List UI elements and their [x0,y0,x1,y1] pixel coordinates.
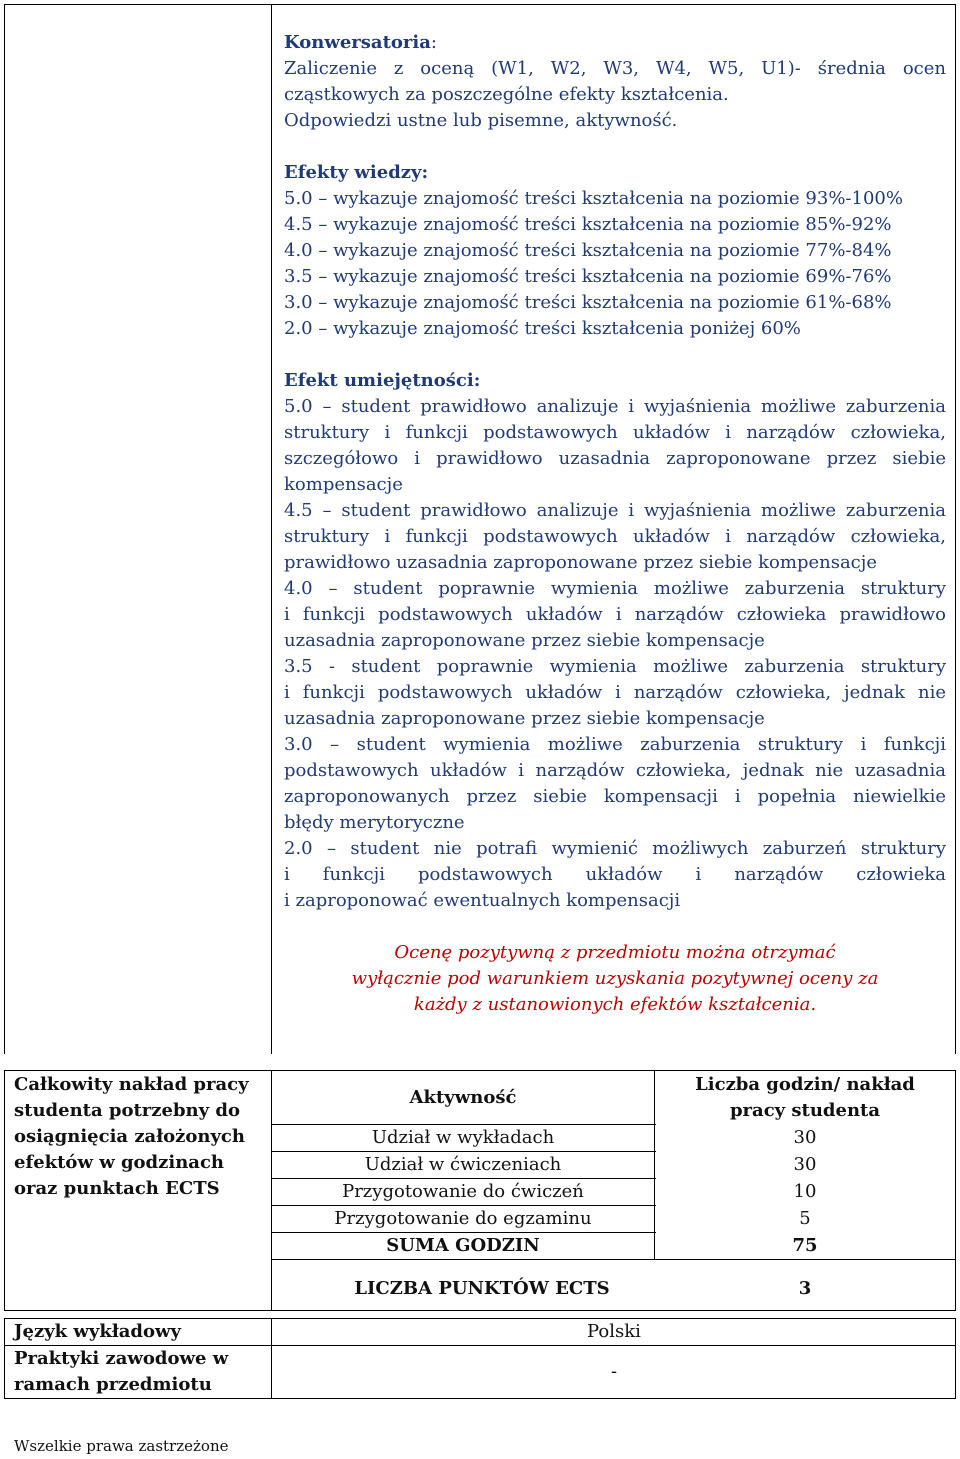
konwersatoria-line: Zaliczenie z oceną (W1, W2, W3, W4, W5, U1)- średnia ocen [284,58,946,79]
practice-value: - [610,1361,618,1382]
column-divider [271,4,272,1054]
activity-cell: Przygotowanie do egzaminu [334,1208,592,1229]
umiejetnosci-line: zaproponowanych przez siebie kompensacji i popełnia niewielkie [284,786,946,807]
column-header-hours: Liczba godzin/ nakład pracy studenta [695,1074,915,1121]
assessment-criteria-block: Konwersatoria: Zaliczenie z oceną (W1, W2, W3, W4, W5, U1)- średnia ocen cząstkowych za poszczególne efekty kształcenia. Odpowiedzi ustne lub pisemne, aktywność. Efekty wiedzy: 5.0 – wykazuje znajomość treści kształcenia na poziomie 93%-100% 4.5 – wykazuje znajomość treści kształcenia na poziomie 85%-92% 4.0 – wykazuje znajomość treści kształcenia na poziomie 77%-84% 3.5 – wykazuje znajomość treści kształcenia na poziomie 69%-76% 3.0 – wykazuje znajomość treści kształcenia na poziomie 61%-68% 2.0 – wykazuje znajomość treści kształcenia poniżej 60% Efekt umiejętności: 5.0 – student prawidłowo analizuje i wyjaśnienia możliwe zaburzenia struktury i funkcji podstawowych układów i narządów człowieka, szczegółowo i prawidłowo uzasadnia zaproponowane przez siebie kompensacje 4.5 – student prawidłowo analizuje i wyjaśnienia możliwe zaburzenia struktury i funkcji podstawowych układów i narządów człowieka, prawidłowo uzasadnia zaproponowane przez siebie kompensacje 4.0 – student poprawnie wymienia możliwe zaburzenia struktury i funkcji podstawowych układów i narządów człowieka prawidłowo uzasadnia zaproponowane przez siebie kompensacje 3.5 - student poprawnie wymienia możliwe zaburzenia struktury i funkcji podstawowych układów i narządów człowieka, jednak nie uzasadnia zaproponowane przez siebie kompensacje 3.0 – student wymienia możliwe zaburzenia struktury i funkcji podstawowych układów i narządów człowieka, jednak nie uzasadnia zaproponowanych przez siebie kompensacji i popełnia niewielkie błędy merytoryczne 2.0 – student nie potrafi wymienić możliwych zaburzeń struktury i funkcji podstawowych układów i narządów człowieka i zaproponować ewentualnych kompensacji [284,30,946,914]
workload-bottom-border [4,1310,956,1311]
language-value: Polski [587,1321,641,1342]
umiejetnosci-line: i funkcji podstawowych układów i narządów człowieka, jednak nie [284,682,946,703]
lang-table-bottom-border [4,1398,956,1399]
umiejetnosci-line: błędy merytoryczne [284,812,465,833]
hours-cell: 10 [793,1181,817,1202]
efekty-wiedzy-line: 3.5 – wykazuje znajomość treści kształcenia na poziomie 69%-76% [284,266,892,287]
umiejetnosci-line: struktury i funkcji podstawowych układów i narządów człowieka, [284,526,946,547]
lang-table-left-border [4,1318,5,1398]
umiejetnosci-line: 4.5 – student prawidłowo analizuje i wyjaśnienia możliwe zaburzenia [284,500,946,521]
frame-left-border [4,4,5,1054]
column-header-activity: Aktywność [409,1087,517,1108]
umiejetnosci-line: i zaproponować ewentualnych kompensacji [284,890,681,911]
hours-cell: 30 [793,1127,817,1148]
umiejetnosci-line: 3.5 - student poprawnie wymienia możliwe zaburzenia struktury [284,656,946,677]
umiejetnosci-line: prawidłowo uzasadnia zaproponowane przez siebie kompensacje [284,552,877,573]
umiejetnosci-line: 4.0 – student poprawnie wymienia możliwe zaburzenia struktury [284,578,946,599]
sum-value: 75 [792,1235,818,1256]
frame-right-border [955,4,956,1054]
note-line: każdy z ustanowionych efektów kształcenia. [413,994,817,1015]
activity-cell: Udział w wykładach [371,1127,555,1148]
umiejetnosci-line: 3.0 – student wymienia możliwe zaburzenia struktury i funkcji [284,734,946,755]
efekty-wiedzy-heading: Efekty wiedzy: [284,162,429,183]
activity-cell: Przygotowanie do ćwiczeń [342,1181,584,1202]
hours-cell: 30 [793,1154,817,1175]
workload-label: Całkowity nakład pracy studenta potrzebny do osiągnięcia założonych efektów w godzinach oraz punktach ECTS [14,1074,249,1199]
konwersatoria-line: cząstkowych za poszczególne efekty kształcenia. [284,84,729,105]
umiejetnosci-line: struktury i funkcji podstawowych układów i narządów człowieka, [284,422,946,443]
umiejetnosci-line: uzasadnia zaproponowane przez siebie kompensacje [284,708,765,729]
umiejetnosci-line: 2.0 – student nie potrafi wymienić możliwych zaburzeń struktury [284,838,946,859]
umiejetnosci-line: 5.0 – student prawidłowo analizuje i wyjaśnienia możliwe zaburzenia [284,396,946,417]
ects-value: 3 [798,1278,812,1299]
efekty-wiedzy-line: 2.0 – wykazuje znajomość treści kształcenia poniżej 60% [284,318,801,339]
footer-copyright: Wszelkie prawa zastrzeżone [14,1437,229,1455]
passing-condition-note [284,940,946,1018]
umiejetnosci-line: i funkcji podstawowych układów i narządów człowieka [284,864,946,885]
umiejetnosci-line: uzasadnia zaproponowane przez siebie kompensacje [284,630,765,651]
efekty-wiedzy-line: 4.5 – wykazuje znajomość treści kształcenia na poziomie 85%-92% [284,214,892,235]
umiejetnosci-line: szczegółowo i prawidłowo uzasadnia zaproponowane przez siebie [284,448,946,469]
umiejetnosci-line: kompensacje [284,474,403,495]
hours-cell: 5 [799,1208,811,1229]
note-line: Ocenę pozytywną z przedmiotu można otrzymać [394,942,836,963]
umiejetnosci-line: i funkcji podstawowych układów i narządów człowieka prawidłowo [284,604,946,625]
ects-label: LICZBA PUNKTÓW ECTS [354,1278,610,1299]
efekt-umiejetnosci-heading: Efekt umiejętności: [284,370,481,391]
workload-top-border [4,1070,955,1071]
konwersatoria-line: Odpowiedzi ustne lub pisemne, aktywność. [284,110,678,131]
efekty-wiedzy-line: 5.0 – wykazuje znajomość treści kształcenia na poziomie 93%-100% [284,188,903,209]
sum-row-bottom-line [272,1259,956,1260]
language-label: Język wykładowy [14,1321,181,1342]
umiejetnosci-line: podstawowych układów i narządów człowieka, jednak nie uzasadnia [284,760,946,781]
efekty-wiedzy-line: 4.0 – wykazuje znajomość treści kształcenia na poziomie 77%-84% [284,240,892,261]
practice-label: Praktyki zawodowe w ramach przedmiotu [14,1348,229,1395]
sum-label: SUMA GODZIN [386,1235,540,1256]
konwersatoria-heading: Konwersatoria [284,32,431,53]
note-line: wyłącznie pod warunkiem uzyskania pozytywnej oceny za [351,968,879,989]
workload-left-border [4,1070,5,1310]
activity-cell: Udział w ćwiczeniach [364,1154,562,1175]
efekty-wiedzy-line: 3.0 – wykazuje znajomość treści kształcenia na poziomie 61%-68% [284,292,892,313]
workload-right-border [955,1070,956,1310]
frame-top-border [4,4,956,5]
